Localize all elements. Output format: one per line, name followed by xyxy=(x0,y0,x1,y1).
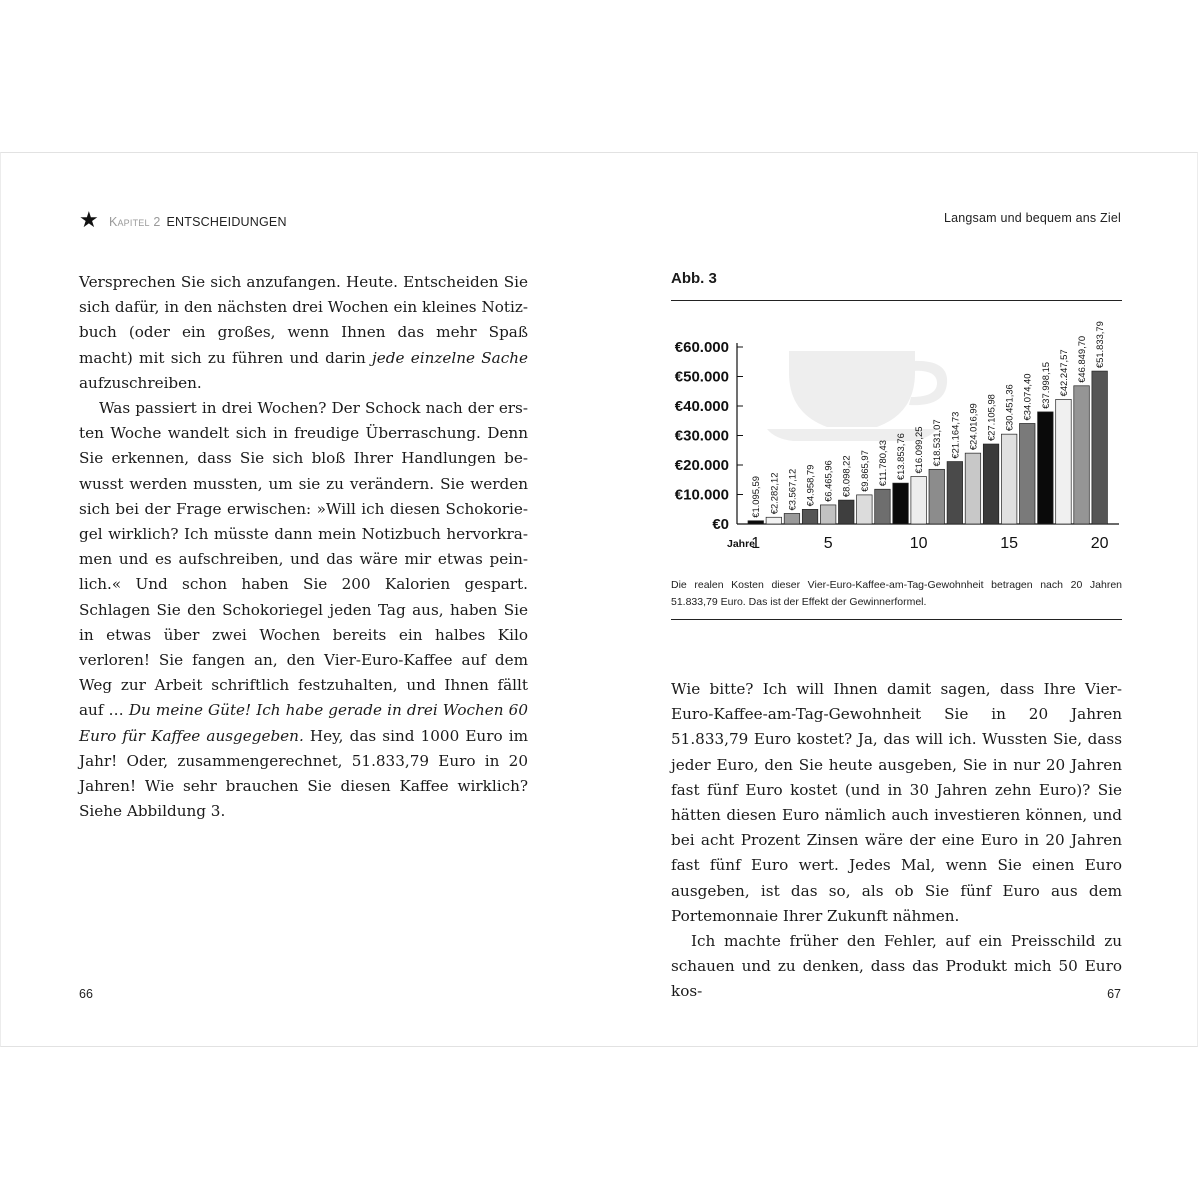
figure-caption: Die realen Kosten dieser Vier-Euro-Kaffee-am-Tag-Gewohnheit betragen nach 20 Jahren 51.833,79 Euro. Das ist der Effekt der Gewinnerformel. xyxy=(671,579,1122,608)
text-run: Hey, das sind 1000 Euro im Jahr! Oder, zusammengerechnet, 51.833,79 Euro in 20 Jahren! Wie sehr brauchen Sie diesen Kaffee wirklich? Siehe Abbildung 3. xyxy=(79,726,528,821)
text-run: Wie bitte? Ich will Ihnen damit sagen, dass Ihre Vier-Euro-Kaffee-am-Tag-Gewohnheit Sie in 20 Jahren 51.833,79 Euro kostet? Ja, das will ich. Wussten Sie, dass jeder Euro, den Sie heute ausgeben, Sie in nur 20 Jahren fast fünf Euro kostet (und in 30 Jahren zehn Euro)? Sie hätten diesen Euro nämlich auch investieren können, und bei acht Prozent Zinsen wäre der eine Euro in 20 Jahren fast fünf Euro wert. Jedes Mal, wenn Sie einen Euro ausgeben, ist das so, als ob Sie fünf Euro aus dem Portemonnaie Ihrer Zukunft nähmen. xyxy=(671,680,1122,925)
italic-text: Du meine Güte! Ich habe gerade in drei Wochen 60 Euro für Kaffee ausgegeben. xyxy=(79,701,528,745)
bar xyxy=(947,462,963,524)
x-axis-label: Jahre xyxy=(727,538,756,550)
x-tick-label: 10 xyxy=(909,535,928,552)
page-number-right: 67 xyxy=(1107,987,1121,1001)
data-label: €27.105,98 xyxy=(985,394,997,442)
text-run: Versprechen Sie sich anzufangen. Heute. Entscheiden Sie sich dafür, in den nächsten drei Wochen ein kleines Notizbuch (oder ein großes, wenn Ihnen das mehr Spaß macht) mit sich zu führen und darin xyxy=(79,273,528,367)
data-label: €6.465,96 xyxy=(822,460,834,502)
bar xyxy=(766,517,782,524)
bar xyxy=(1038,412,1054,524)
data-label: €24.016,99 xyxy=(967,403,979,451)
y-tick-label: €40.000 xyxy=(674,398,729,415)
paragraph xyxy=(79,396,528,824)
y-tick-label: €50.000 xyxy=(674,368,729,386)
data-label: €16.099,25 xyxy=(913,426,925,474)
data-label: €51.833,79 xyxy=(1094,321,1106,369)
paragraph xyxy=(79,270,528,396)
bar xyxy=(1074,386,1090,524)
text-run: Ich machte früher den Fehler, auf ein Preisschild zu schauen und zu denken, dass das Produkt mich 50 Euro kos- xyxy=(671,932,1122,1001)
bar xyxy=(1001,434,1017,524)
x-tick-label: 1 xyxy=(751,535,761,552)
book-spread xyxy=(0,152,1198,1047)
star-icon: ★ xyxy=(79,207,99,232)
bar xyxy=(983,444,999,524)
x-tick-label: 5 xyxy=(823,535,833,552)
bar xyxy=(1092,371,1108,524)
left-body-text xyxy=(79,270,528,824)
y-tick-label: €0 xyxy=(712,516,729,533)
paragraph xyxy=(671,929,1122,1005)
bar-chart xyxy=(671,301,1122,567)
data-label: €2.282,12 xyxy=(768,472,780,515)
y-tick-label: €10.000 xyxy=(674,486,729,504)
y-tick-label: €60.000 xyxy=(674,339,729,356)
bar xyxy=(929,469,945,524)
italic-text: jede einzelne Sache xyxy=(372,348,528,367)
bar xyxy=(911,477,927,524)
x-tick-label: 15 xyxy=(1000,535,1019,552)
right-page xyxy=(601,153,1199,1048)
y-tick-label: €20.000 xyxy=(674,457,729,474)
data-label: €8.098,22 xyxy=(840,455,852,498)
bar xyxy=(748,521,764,524)
chart-container xyxy=(671,301,1122,567)
data-label: €42.247,57 xyxy=(1057,349,1069,397)
bar xyxy=(965,453,981,524)
data-label: €21.164,73 xyxy=(949,411,961,459)
chapter-title: ENTSCHEIDUNGEN xyxy=(166,215,287,229)
running-header-right: Langsam und bequem ans Ziel xyxy=(943,211,1121,225)
x-tick-label: 20 xyxy=(1090,535,1109,552)
running-header-left xyxy=(79,207,287,233)
bar xyxy=(820,505,836,524)
data-label: €37.998,15 xyxy=(1039,361,1051,409)
data-label: €34.074,40 xyxy=(1021,373,1033,421)
figure-title: Abb. 3 xyxy=(671,270,717,287)
bar xyxy=(839,500,855,524)
page-number-left: 66 xyxy=(79,987,93,1001)
data-label: €13.853,76 xyxy=(895,433,907,481)
data-label: €11.780,43 xyxy=(876,440,888,487)
bar xyxy=(1056,399,1072,524)
figure-bottom-rule xyxy=(671,619,1122,620)
figure-abb-3 xyxy=(671,270,1122,620)
chapter-label: Kapitel 2 xyxy=(108,215,161,229)
right-body-text xyxy=(671,677,1122,1005)
paragraph xyxy=(671,677,1122,929)
bar xyxy=(893,483,909,524)
data-label: €9.865,97 xyxy=(858,450,870,492)
data-label: €30.451,36 xyxy=(1003,384,1015,432)
text-run: Was passiert in drei Wochen? Der Schock nach der ersten Woche wandelt sich in freudige Überraschung. Denn Sie erkennen, dass Sie sich bloß Ihrer Handlungen bewusst werden mussten, um sie zu verändern. Sie werden sich bei der Frage erwischen: »Will ich diesen Schokoriegel wirklich? Ich müsste dann mein Notizbuch hervorkramen und es aufschreiben, und das wäre mir etwas peinlich.« Und schon haben Sie 200 Kalorien gespart. Schlagen Sie den Schokoriegel jeden Tag aus, haben Sie in etwas über zwei Wochen bereits ein halbes Kilo verloren! Sie fangen an, den Vier-Euro-Kaffee auf dem Weg zur Arbeit schriftlich festzuhalten, und Ihnen fällt auf … xyxy=(79,399,528,720)
text-run: aufzuschreiben. xyxy=(79,373,202,392)
data-label: €18.531,07 xyxy=(931,419,943,467)
bar xyxy=(784,513,800,524)
bar xyxy=(1020,423,1036,524)
data-label: €1.095,59 xyxy=(750,476,762,518)
y-tick-label: €30.000 xyxy=(674,427,729,445)
bar xyxy=(857,495,873,524)
left-page xyxy=(1,153,601,1048)
bar xyxy=(875,489,891,524)
data-label: €4.958,79 xyxy=(804,464,816,507)
bar xyxy=(802,509,818,524)
data-label: €46.849,70 xyxy=(1076,335,1088,383)
data-label: €3.567,12 xyxy=(786,468,798,511)
